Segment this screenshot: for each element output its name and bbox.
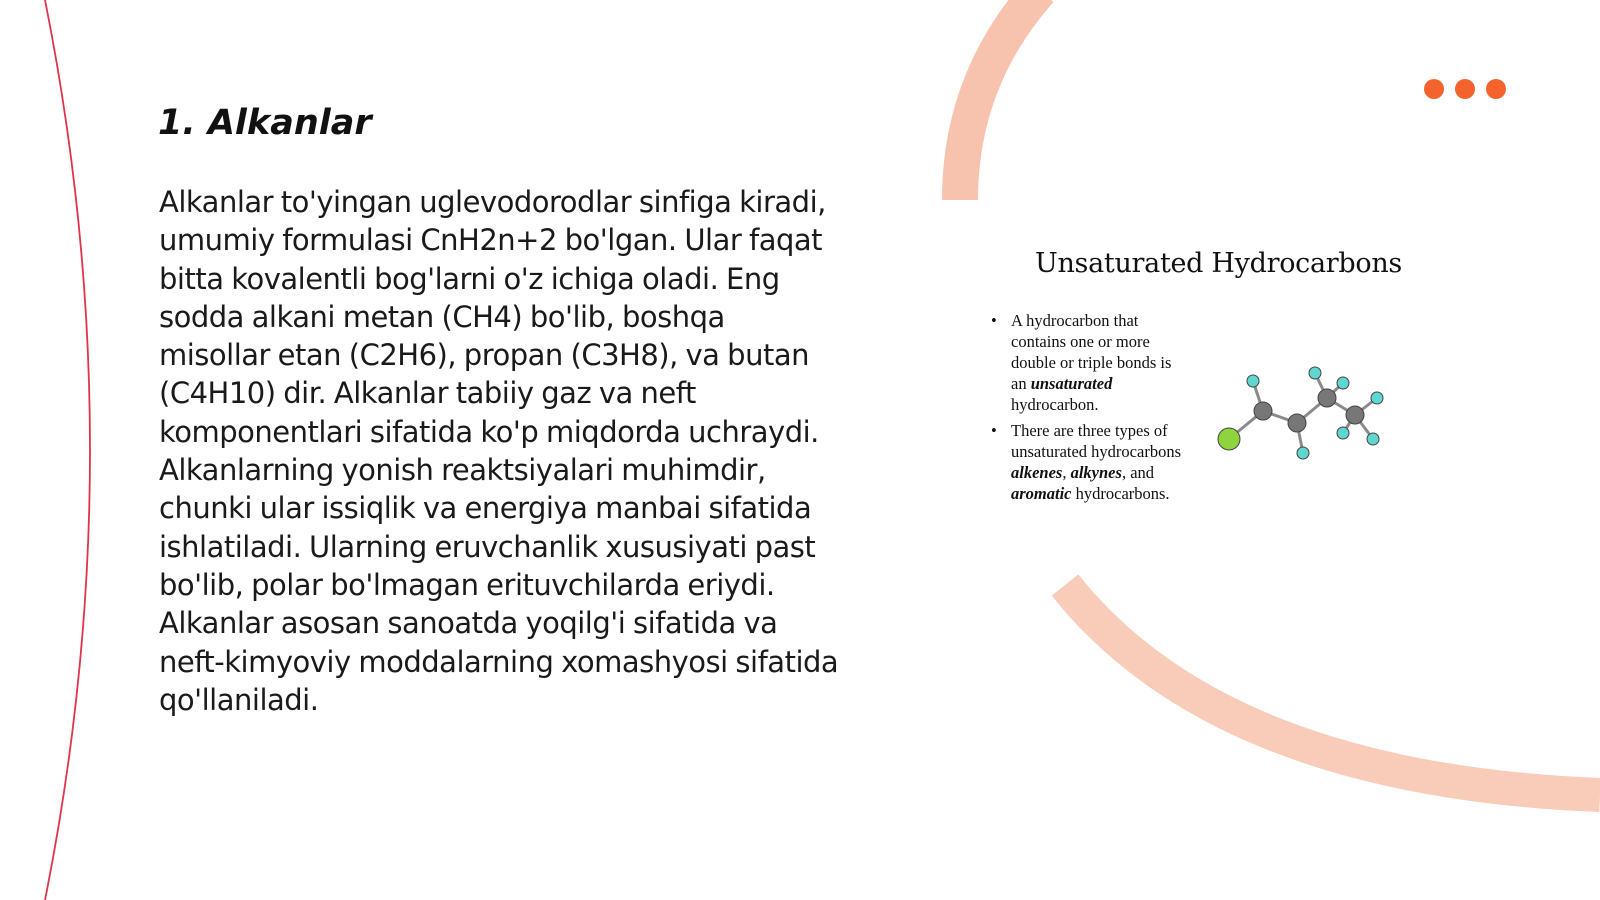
dot-1 xyxy=(1424,79,1444,99)
term-alkenes: alkenes xyxy=(1011,463,1063,482)
molecule-model-illustration xyxy=(1215,363,1400,473)
dot-2 xyxy=(1455,79,1475,99)
figure-title: Unsaturated Hydrocarbons xyxy=(1035,248,1402,279)
slide-title: 1. Alkanlar xyxy=(158,103,372,143)
left-accent-line xyxy=(45,0,90,900)
term-unsaturated: unsaturated xyxy=(1030,374,1113,393)
figure-bullet-1 xyxy=(965,310,1190,415)
decorative-dots xyxy=(1424,79,1506,99)
bullet-marker: • xyxy=(991,421,997,440)
term-aromatic: aromatic xyxy=(1011,484,1072,503)
slide-body-text: Alkanlar to'yingan uglevodorodlar sinfiga kiradi, umumiy formulasi CnH2n+2 bo'lgan. Ular faqat bitta kovalentli bog'larni o'z ichiga oladi. Eng sodda alkani metan (CH4) bo'lib, boshqa misollar etan (C2H6), propan (C3H8), va butan (C4H10) dir. Alkanlar tabiiy gaz va neft komponentlari sifatida ko'p miqdorda uchraydi. Alkanlarning yonish reaktsiyalari muhimdir, chunki ular issiqlik va energiya manbai sifatida ishlatiladi. Ularning eruvchanlik xususiyati past bo'lib, polar bo'lmagan erituvchilarda eriydi. Alkanlar asosan sanoatda yoqilg'i sifatida va neft-kimyoviy moddalarning xomashyosi sifatida qo'llaniladi. xyxy=(159,185,839,717)
term-alkynes: alkynes xyxy=(1070,463,1122,482)
decor-arc-top xyxy=(960,0,1040,200)
bullet-2-tail: hydrocarbons. xyxy=(1075,484,1170,503)
bullet-1-tail: hydrocarbon. xyxy=(1011,395,1099,414)
hydrocarbon-figure xyxy=(965,238,1425,538)
separator-2: , and xyxy=(1121,463,1155,482)
bullet-1-lead: A hydrocarbon that contains one or more double or triple bonds is an xyxy=(1011,311,1172,393)
figure-bullet-2 xyxy=(965,420,1190,504)
dot-3 xyxy=(1486,79,1506,99)
separator-1: , xyxy=(1062,463,1067,482)
decor-arc-bottom xyxy=(1065,585,1600,795)
bullet-marker: • xyxy=(991,311,997,330)
figure-bullets xyxy=(965,310,1190,509)
bullet-2-lead: There are three types of unsaturated hydrocarbons xyxy=(1011,421,1181,461)
